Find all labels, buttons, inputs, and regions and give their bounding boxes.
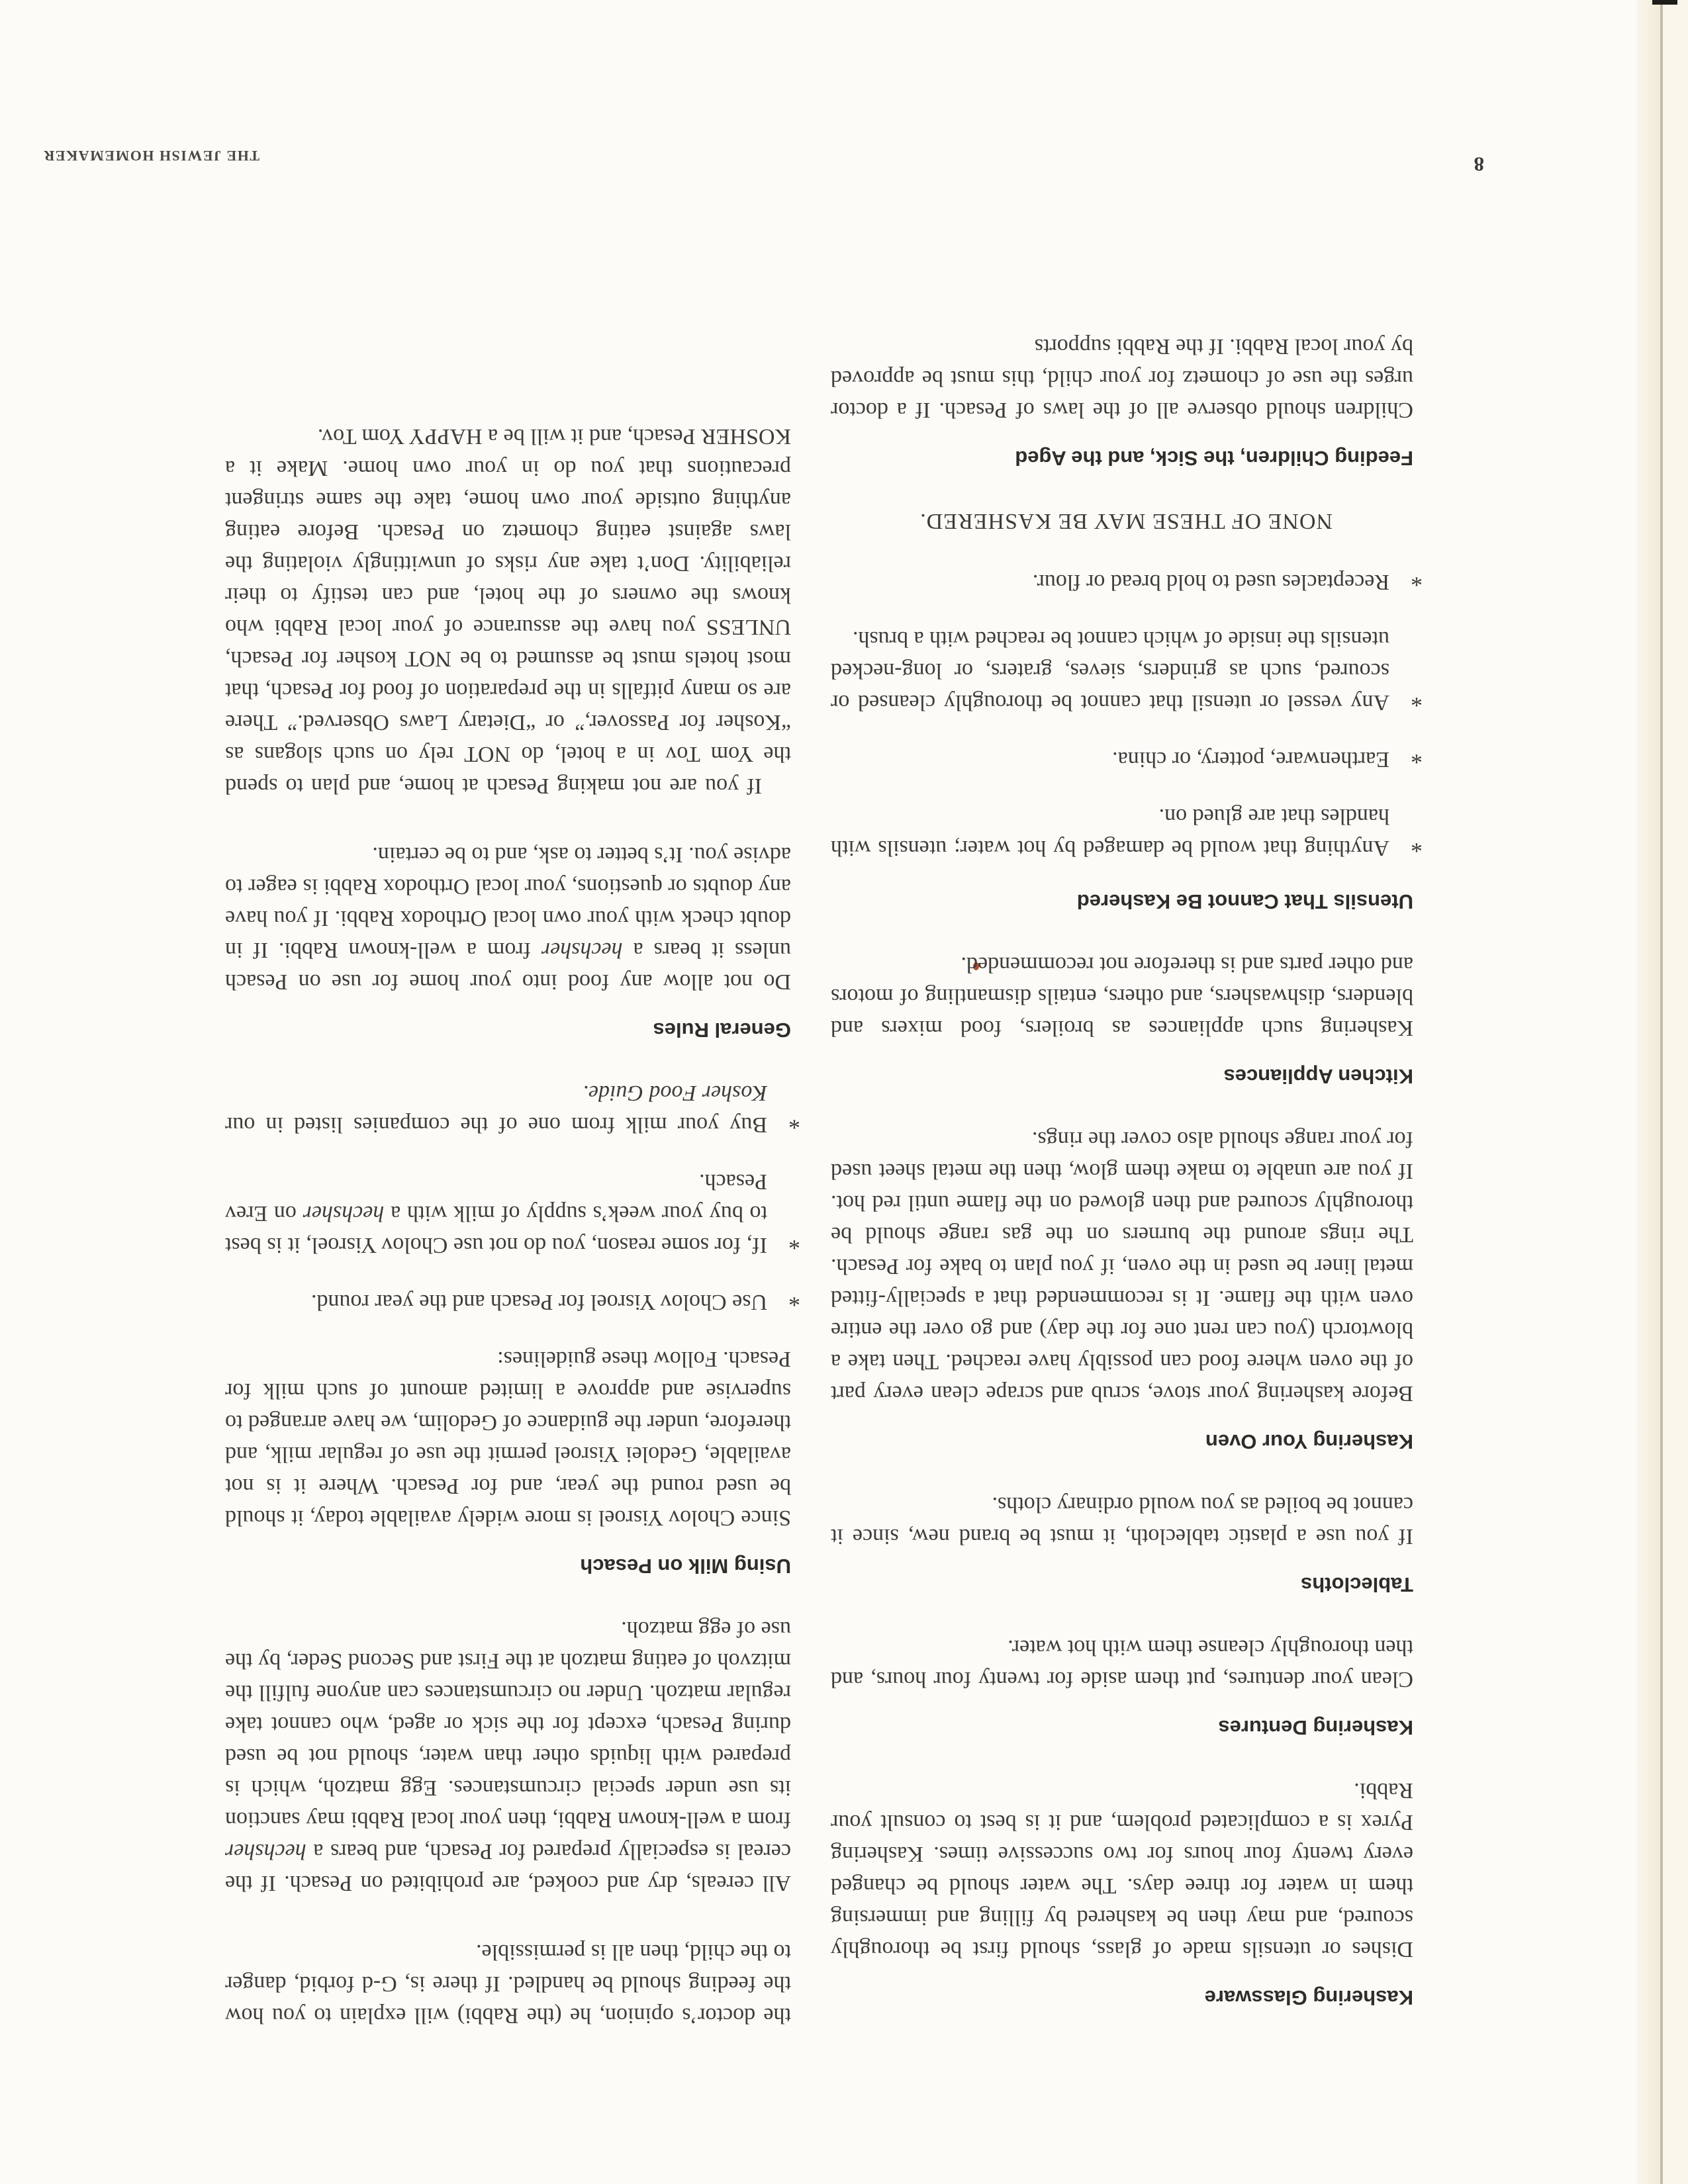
body-paragraph: Since Cholov Yisroel is more widely available today, it should be used round the year, and for Pesach. Where it is not available, Gedolei Yisroel permit the use of regular milk, and therefore, under the guidance of Gedolim, we have arranged to supervise and approve a limited amount of such milk for Pesach. Follow these guidelines: (225, 1347, 791, 1530)
bullet-text: Anything that would be damaged by hot water; utensils with handles that are glued on. (831, 804, 1389, 860)
bullet-asterisk: * (788, 1285, 800, 1312)
bullet-asterisk: * (788, 1108, 800, 1134)
body-paragraph: Kashering such appliances as broilers, food mixers and blenders, dishwashers, and others, entails dismantling of motors and other parts and is therefore not recommended. (831, 952, 1413, 1040)
text-columns (224, 330, 1423, 2035)
bullet-text: Use Cholov Yisroel for Pesach and the year round. (311, 1290, 767, 1314)
bullet-asterisk: * (1411, 686, 1423, 712)
scan-edge-outer (1663, 0, 1688, 2184)
bullet-item (225, 1285, 800, 1318)
column-first (831, 330, 1423, 2035)
body-paragraph: Children should observe all of the laws of Pesach. If a doctor urges the use of chometz for your child, this must be approved by your local Rabbi. If the Rabbi supports (831, 334, 1413, 422)
scan-edge-line (1660, 0, 1663, 2184)
body-paragraph: All cereals, dry and cooked, are prohibited on Pesach. If the cereal is especially prepared for Pesach, and bears a hechsher from a well-known Rabbi, then your local Rabbi may sanction its use under special circumstances. Egg matzoh, which is prepared with liquids other than water, should not be used during Pesach, except for the sick or aged, who cannot take regular matzoh. Under no circumstances can anyone fulfill the mitzvoh of eating matzoh at the First and Second Seder, by the use of egg matzoh. (225, 1617, 791, 1895)
bullet-asterisk: * (1411, 831, 1423, 858)
publication-title: THE JEWISH HOMEMAKER (42, 148, 259, 164)
bullet-text: Any vessel or utensil that cannot be thoroughly cleansed or scoured, such as grinders, sieves, graters, or long-necked utensils the inside of which cannot be reached with a brush. (831, 627, 1389, 715)
section-heading: Kitchen Appliances (1223, 1065, 1413, 1088)
bullet-asterisk: * (788, 1228, 800, 1255)
section-heading: Utensils That Cannot Be Kashered (1076, 890, 1413, 913)
bullet-asterisk: * (1411, 743, 1423, 769)
bullet-item (831, 743, 1423, 775)
bullet-item (225, 1165, 800, 1261)
bullet-asterisk: * (1411, 565, 1423, 592)
column-second (224, 330, 800, 2035)
section-heading: Kashering Dentures (1218, 1716, 1413, 1739)
section-heading: Using Milk on Pesach (580, 1555, 791, 1578)
page-number: 8 (1474, 153, 1484, 176)
section-heading: Feeding Children, the Sick, and the Aged (1015, 447, 1413, 470)
scan-corner-mark (1652, 0, 1677, 5)
scan-edge-strip (1636, 0, 1660, 2184)
bullet-item (225, 1077, 800, 1140)
body-paragraph: Do not allow any food into your home for use on Pesach unless it bears a hechsher from a well-known Rabbi. If in doubt check with your own local Orthodox Rabbi. If you have any doubts or questions, your local Orthodox Rabbi is eager to advise you. It’s better to ask, and to be certain. (224, 842, 791, 994)
section-heading: Tablecloths (1301, 1573, 1413, 1596)
bullet-text: If, for some reason, you do not use Cholov Yisroel, it is best to buy your week’s supply of milk with a hechsher on Erev Pesach. (225, 1169, 767, 1257)
section-heading: Kashering Glassware (1204, 1986, 1413, 2009)
bullet-item (831, 565, 1423, 598)
bullet-text: Receptacles used to hold bread or flour. (1032, 570, 1389, 594)
bullet-item (831, 800, 1423, 864)
bullet-text: Buy your milk from one of the companies listed in our Kosher Food Guide. (225, 1081, 767, 1137)
bullet-text: Earthenware, pottery, or china. (1112, 747, 1389, 772)
section-heading: General Rules (653, 1019, 791, 1042)
section-heading: Kashering Your Oven (1205, 1430, 1413, 1453)
body-paragraph: Dishes or utensils made of glass, should first be thoroughly scoured, and may then be kashered by filling and immersing them in water for three days. The water should be changed every twenty four hours for two successive times. Kashering Pyrex is a complicated problem, and it is best to consult your Rabbi. (831, 1778, 1413, 1962)
body-paragraph: If you use a plastic tablecloth, it must be brand new, since it cannot be boiled as you would ordinary cloths. (831, 1492, 1413, 1549)
body-paragraph: the doctor’s opinion, he (the Rabbi) will explain to you how the feeding should be handled. If there is, G-d forbid, danger to the child, then all is permissible. (225, 1940, 791, 2028)
emphasis-line: NONE OF THESE MAY BE KASHERED. (919, 509, 1333, 533)
body-paragraph: If you are not making Pesach at home, and plan to spend the Yom Tov in a hotel, do NOT rely on such slogans as “Kosher for Passover,” or “Dietary Laws Observed.” There are so many pitfalls in the preparation of food for Pesach, that most hotels must be assumed to be NOT kosher for Pesach, UNLESS you have the assurance of your local Rabbi who knows the owners of the hotel, and can testify to their reliability. Don’t take any risks of unwittingly violating the laws against eating chometz on Pesach. Before eating anything outside your own home, take the same stringent precautions that you do in your own home. Make it a KOSHER Pesach, and it will be a HAPPY Yom Tov. (225, 424, 791, 798)
body-paragraph: Clean your dentures, put them aside for twenty four hours, and then thoroughly cleanse them with hot water. (831, 1635, 1413, 1692)
body-paragraph: Before kashering your stove, scrub and scrape clean every part of the oven where food can possibly have reached. Then take a blowtorch (you can rent one for the day) and go over the entire oven with the flame. It is recommended that a specially-fitted metal liner be used in the oven, if you plan to bake for Pesach. The rings around the burners on the gas range should be thoroughly scoured and then glowed on the flame until red hot. If you are unable to make them glow, then the metal sheet used for your range should also cover the rings. (831, 1127, 1413, 1406)
bullet-item (831, 623, 1423, 718)
